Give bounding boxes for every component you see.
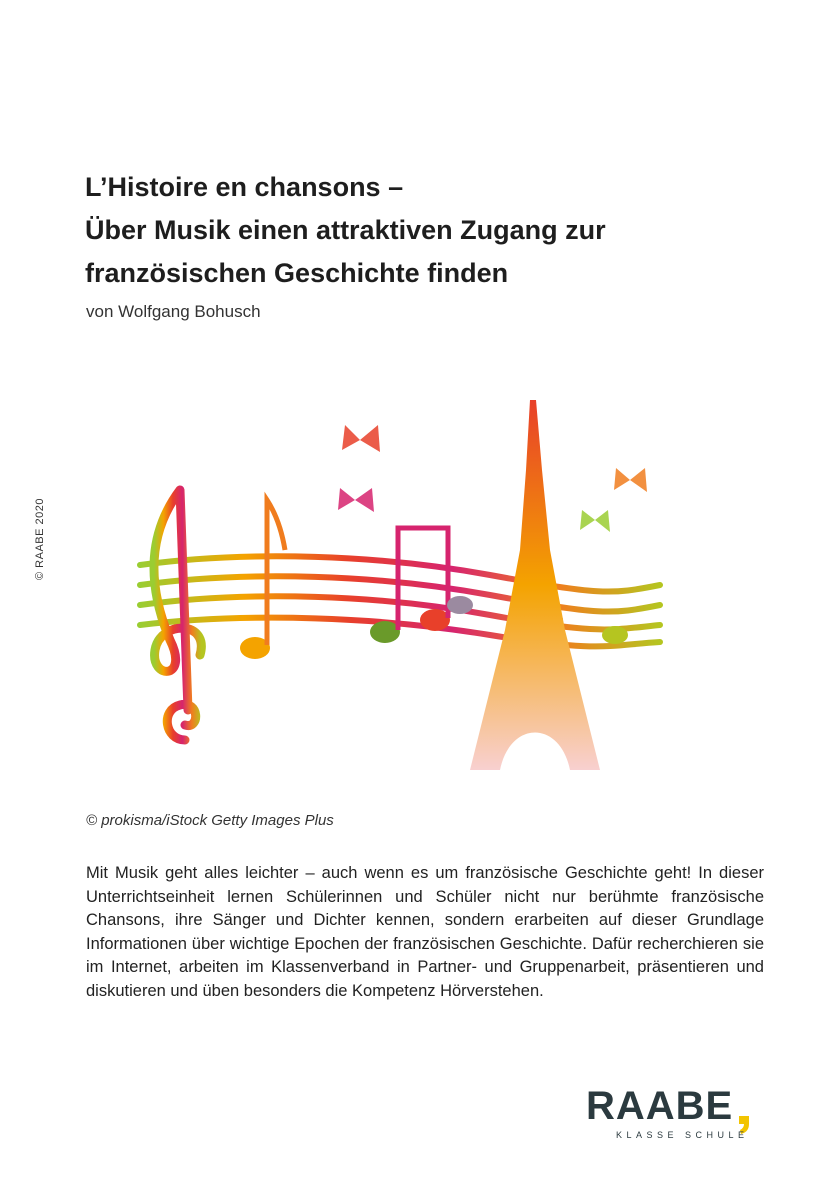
logo-comma-icon: [738, 1090, 750, 1134]
music-notes: [240, 500, 628, 659]
music-eiffel-illustration: [130, 380, 670, 780]
author-line: von Wolfgang Bohusch: [86, 302, 261, 321]
title-line-3: französischen Geschichte finden: [85, 258, 509, 288]
raabe-logo: [586, 1086, 761, 1146]
title-line-2: Über Musik einen attraktiven Zugang zur: [85, 215, 606, 245]
treble-clef: [154, 490, 201, 740]
image-caption: © prokisma/iStock Getty Images Plus: [86, 812, 334, 829]
title-line-1: L’Histoire en chansons –: [85, 172, 404, 202]
side-copyright: © RAABE 2020: [34, 498, 46, 580]
page-title: [85, 166, 765, 295]
intro-paragraph: Mit Musik geht alles leichter – auch wenn es um französische Geschichte geht! In dieser Unterrichtseinheit lernen Schülerinnen und Schüler nicht nur berühmte französische Chansons, ihre Sänger und Dichter kennen, sondern erarbeiten auf dieser Grundlage Informationen über wichtige Epochen der französischen Geschichte. Dafür recherchieren sie im Internet, arbeiten im Klassenverband in Partner- und Gruppenarbeit, präsentieren und diskutieren und üben besonders die Kompetenz Hörverstehen.: [86, 864, 764, 1000]
eiffel-tower: [470, 400, 600, 770]
logo-tagline: KLASSE SCHULE: [616, 1130, 749, 1140]
logo-wordmark: RAABE: [586, 1084, 734, 1128]
butterflies: [338, 425, 647, 532]
